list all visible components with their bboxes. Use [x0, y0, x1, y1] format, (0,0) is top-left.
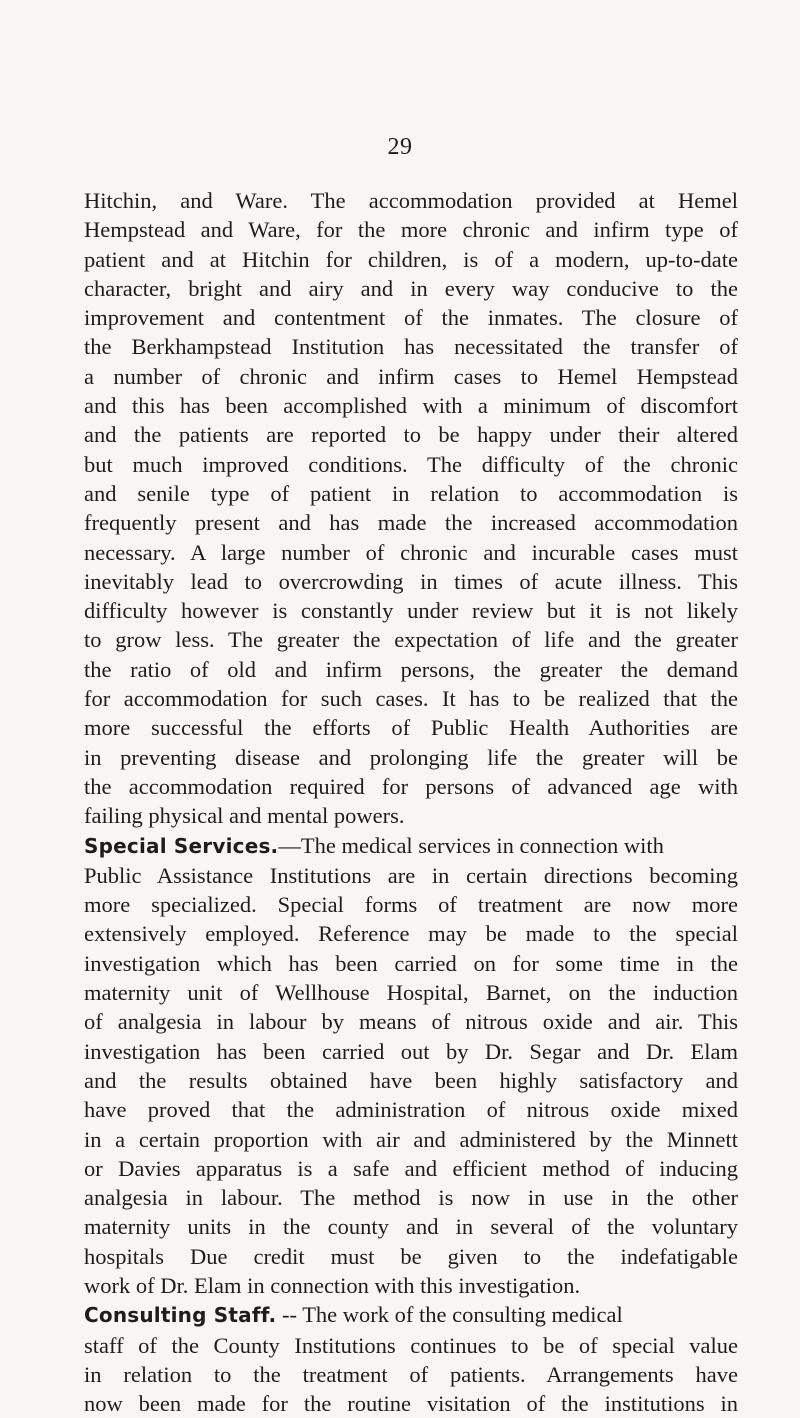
text-line: patient and at Hitchin for children, is of a modern, up-to-date	[84, 246, 738, 272]
section-heading-consulting-staff: Consulting Staff.	[84, 1303, 277, 1328]
text-line: frequently present and has made the increased accommodation	[84, 510, 738, 536]
text-line: the ratio of old and infirm persons, the greater the demand	[84, 656, 738, 682]
text-line: work of Dr. Elam in connection with this investigation.	[84, 1272, 581, 1298]
text-line: in relation to the treatment of patients. Arrangements have	[84, 1361, 738, 1387]
section-heading-special-services: Special Services.	[84, 833, 279, 858]
text-line: staff of the County Institutions continues to be of special value	[84, 1332, 738, 1358]
text-line: a number of chronic and infirm cases to Hemel Hempstead	[84, 363, 738, 389]
text-line: and the patients are reported to be happy under their altered	[84, 422, 738, 448]
text-line: to grow less. The greater the expectation of life and the greater	[84, 627, 738, 653]
text-line: Public Assistance Institutions are in certain directions becoming	[84, 862, 738, 888]
text-line: hospitals Due credit must be given to the indefatigable	[84, 1243, 738, 1269]
text-line: for accommodation for such cases. It has to be realized that the	[84, 686, 738, 712]
text-line: analgesia in labour. The method is now in use in the other	[84, 1185, 738, 1211]
text-line: improvement and contentment of the inmates. The closure of	[84, 305, 738, 331]
text-line: inevitably lead to overcrowding in times of acute illness. This	[84, 568, 738, 594]
paragraph-accommodation	[84, 186, 738, 831]
text-line: the Berkhampstead Institution has necessitated the transfer of	[84, 334, 738, 360]
text-line: difficulty however is constantly under review but it is not likely	[84, 598, 738, 624]
page-number: 29	[387, 134, 413, 160]
text-line: investigation has been carried out by Dr. Segar and Dr. Elam	[84, 1038, 738, 1064]
text-line: and this has been accomplished with a minimum of discomfort	[84, 393, 738, 419]
text-line: extensively employed. Reference may be made to the special	[84, 921, 738, 947]
text-line: in preventing disease and prolonging life the greater will be	[84, 744, 738, 770]
text-line: character, bright and airy and in every way conducive to the	[84, 275, 738, 301]
text-line: the accommodation required for persons of advanced age with	[84, 773, 738, 799]
paragraph-consulting-staff	[84, 1300, 738, 1418]
text-line: now been made for the routine visitation of the institutions in	[84, 1391, 738, 1417]
text-line	[84, 1300, 738, 1330]
text-line	[84, 831, 738, 861]
heading-continuation: -- The work of the consulting medical	[276, 1302, 623, 1328]
heading-continuation: —The medical services in connection with	[278, 832, 664, 858]
text-line: necessary. A large number of chronic and incurable cases must	[84, 539, 738, 565]
text-line: or Davies apparatus is a safe and efficient method of inducing	[84, 1155, 738, 1181]
text-line: investigation which has been carried on for some time in the	[84, 950, 738, 976]
text-line: maternity unit of Wellhouse Hospital, Barnet, on the induction	[84, 980, 738, 1006]
text-line: in a certain proportion with air and administered by the Minnett	[84, 1126, 738, 1152]
text-line: more specialized. Special forms of treatment are now more	[84, 892, 738, 918]
text-line: more successful the efforts of Public Health Authorities are	[84, 715, 738, 741]
text-line: Hitchin, and Ware. The accommodation provided at Hemel	[84, 188, 738, 213]
text-line: and the results obtained have been highly satisfactory and	[84, 1067, 738, 1093]
text-line: of analgesia in labour by means of nitrous oxide and air. This	[84, 1009, 738, 1035]
text-line: maternity units in the county and in several of the voluntary	[84, 1214, 738, 1240]
text-line: have proved that the administration of nitrous oxide mixed	[84, 1097, 738, 1123]
body-text	[84, 186, 738, 1418]
text-line: failing physical and mental powers.	[84, 803, 405, 829]
paragraph-special-services	[84, 831, 738, 1301]
text-line: Hempstead and Ware, for the more chronic and infirm type of	[84, 217, 738, 243]
text-line: and senile type of patient in relation to accommodation is	[84, 480, 738, 506]
text-line: but much improved conditions. The difficulty of the chronic	[84, 451, 738, 477]
